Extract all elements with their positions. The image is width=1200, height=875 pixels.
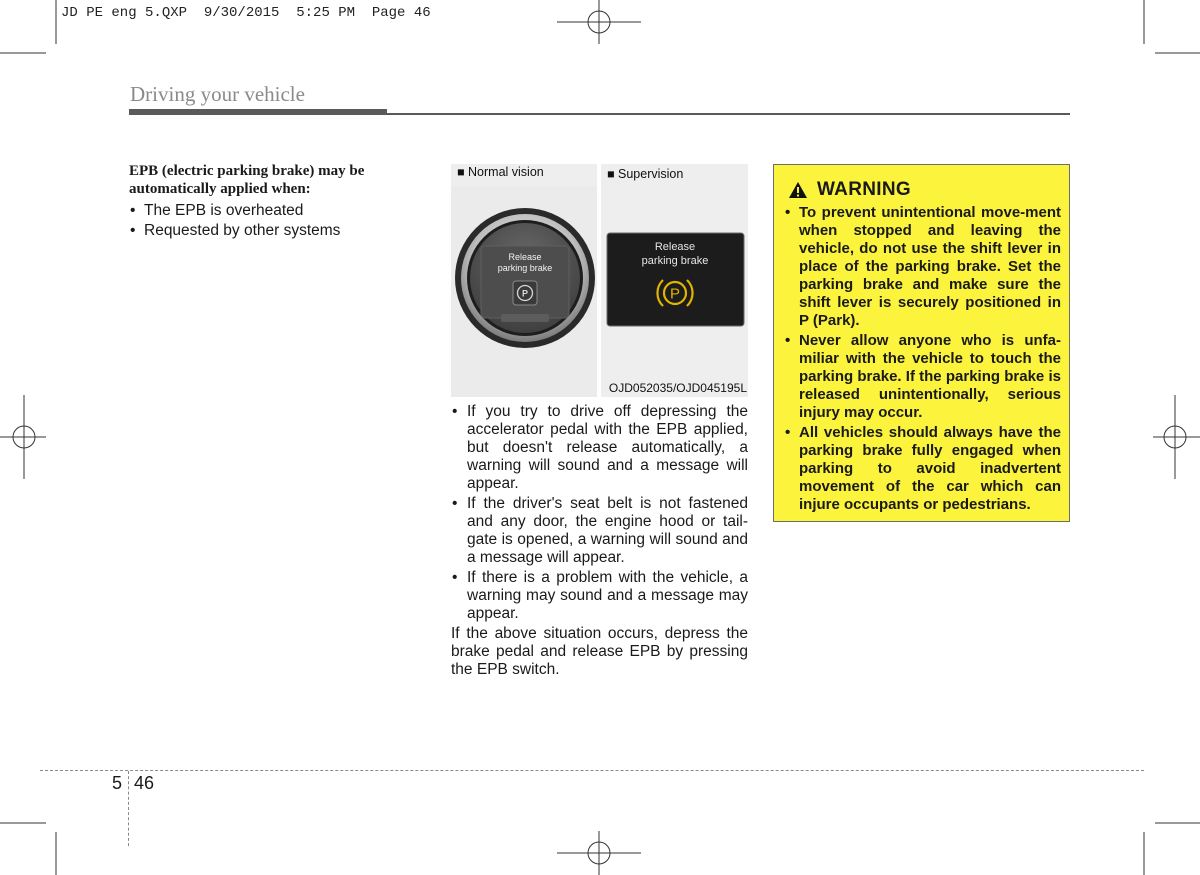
- list-item: • If there is a problem with the vehicle, a warning may sound and a message may appear.: [451, 569, 748, 623]
- header-rule-thin: [387, 113, 1070, 115]
- footer-divider: [128, 771, 129, 846]
- footer-rule: [40, 770, 1144, 771]
- list-item: • The EPB is overheated: [129, 201, 404, 221]
- epb-release-note: If the above situation occurs, depress the brake pedal and release EPB by pressing the EPB switch.: [451, 625, 748, 678]
- warning-triangle-icon: [788, 181, 808, 199]
- epb-auto-apply-intro: EPB (electric parking brake) may be automatically applied when:: [129, 163, 365, 197]
- display-message-line: Release: [654, 241, 696, 253]
- parking-brake-symbol: P: [669, 285, 681, 303]
- lcd-illustration: [601, 164, 748, 397]
- page-number: 46: [134, 773, 155, 793]
- figure-normal-vision: [451, 164, 597, 397]
- chapter-number: 5: [112, 773, 123, 793]
- figure-code: OJD052035/OJD045195L: [608, 381, 747, 395]
- figure-label-normal: ■ Normal vision: [457, 165, 544, 179]
- parking-brake-symbol: P: [521, 288, 529, 299]
- middle-column: [451, 403, 748, 679]
- list-item: • If you try to drive off depressing the accelerator pedal with the EPB applied, but doesn't release automatically, a warning will sound and a message will appear.: [451, 403, 748, 493]
- display-message-line: parking brake: [641, 255, 709, 267]
- warning-list: [784, 204, 1061, 516]
- display-message-line: parking brake: [497, 263, 553, 273]
- registration-mark: [0, 395, 46, 479]
- page-header-title: Driving your vehicle: [130, 82, 305, 106]
- warning-item: • All vehicles should always have the parking brake fully engaged when parking to avoid inadvertent movement of the car which can injure occupants or pedestrians.: [784, 424, 1061, 514]
- display-message-line: Release: [508, 252, 542, 262]
- print-slug: JD PE eng 5.QXP 9/30/2015 5:25 PM Page 46: [61, 5, 431, 21]
- list-item: • Requested by other systems: [129, 221, 404, 241]
- warning-item: • To prevent unintentional move-ment when stopped and leaving the vehicle, do not use the shift lever in place of the parking brake. Set the parking brake and make sure the shift lever is securely positioned in P (Park).: [784, 204, 1061, 330]
- header-rule-thick: [129, 109, 387, 115]
- list-item: • If the driver's seat belt is not fastened and any door, the engine hood or tail-gate is opened, a warning will sound and a message will appear.: [451, 495, 748, 567]
- left-column: [129, 162, 404, 241]
- figure-supervision: [601, 164, 748, 397]
- registration-mark: [1153, 395, 1200, 479]
- figure-label-supervision: ■ Supervision: [607, 167, 684, 181]
- warning-box: [773, 164, 1070, 522]
- warning-title: WARNING: [817, 179, 911, 200]
- odometer-strip: [501, 314, 549, 322]
- epb-auto-apply-list: [129, 201, 404, 241]
- gauge-illustration: [451, 164, 597, 397]
- registration-mark: [557, 0, 641, 44]
- warning-item: • Never allow anyone who is unfa-miliar with the vehicle to touch the parking brake. If the parking brake is released unintentionally, serious injury may occur.: [784, 332, 1061, 422]
- warning-header: [788, 179, 911, 201]
- epb-warning-conditions-list: [451, 403, 748, 623]
- registration-mark: [557, 831, 641, 875]
